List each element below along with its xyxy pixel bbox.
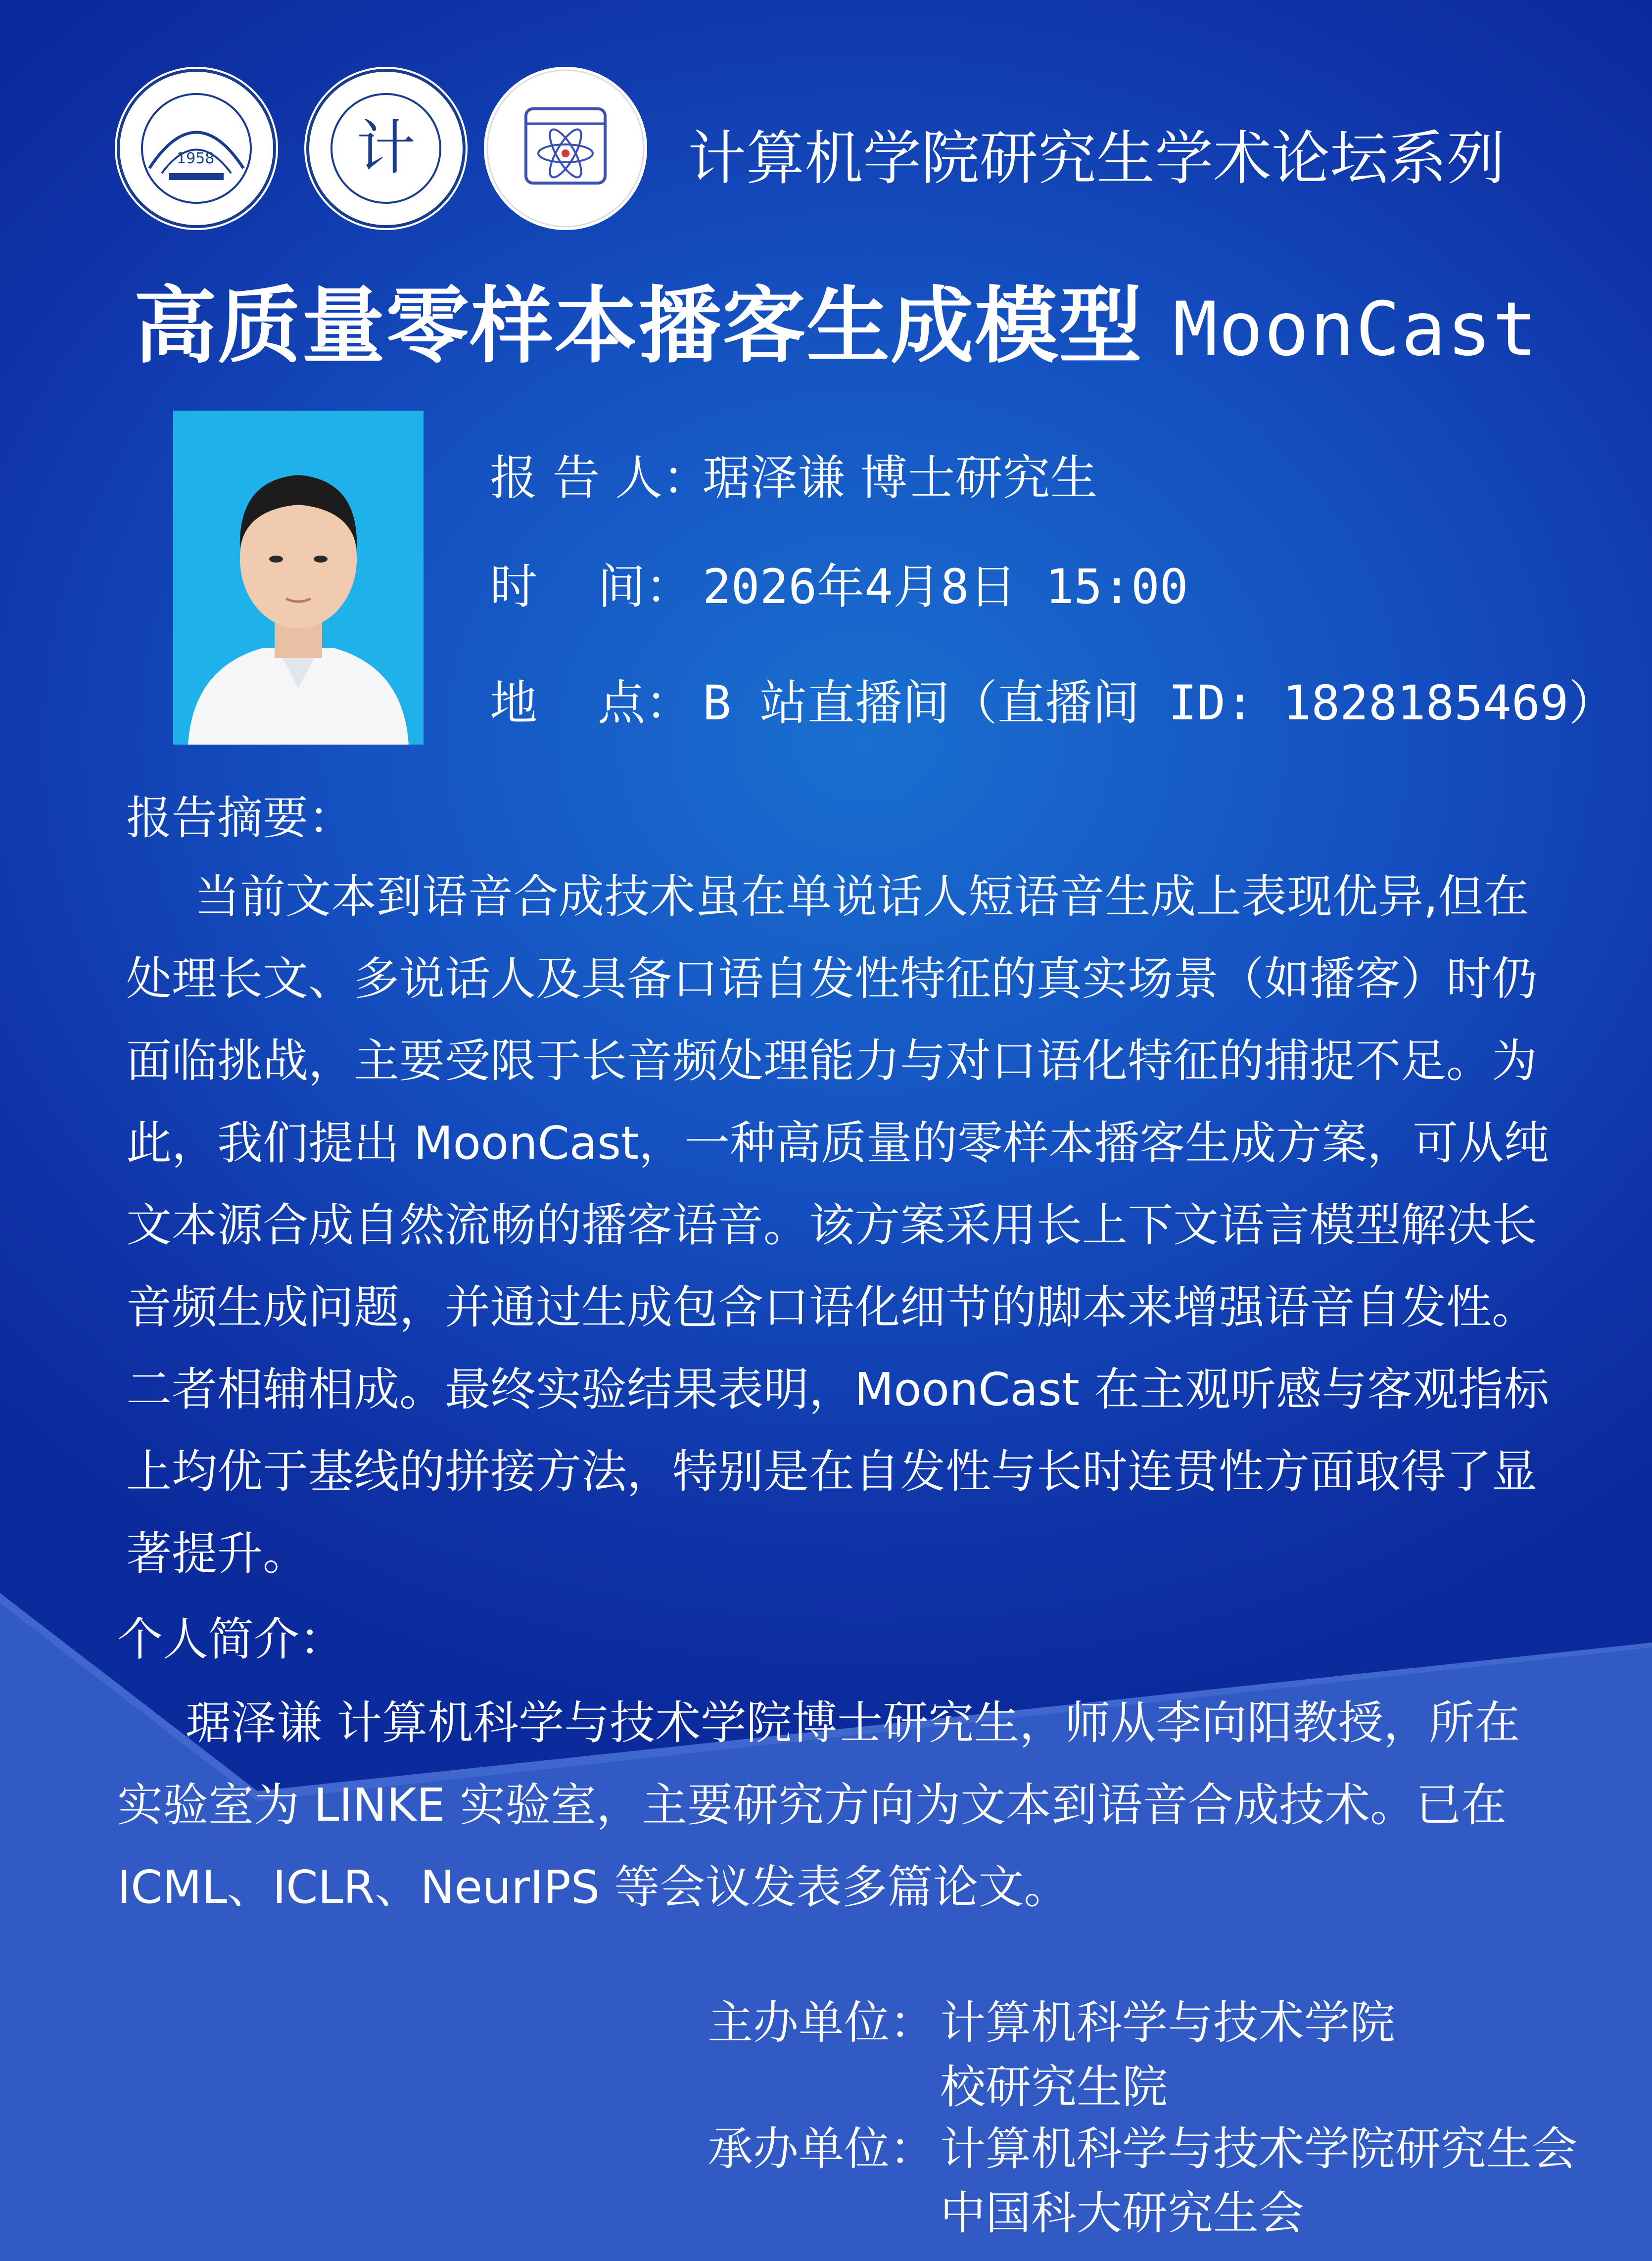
abstract-text [126,856,1561,1595]
speaker-value: 琚泽谦 博士研究生 [703,450,1098,506]
time-value: 2026年4月8日 15:00 [703,559,1188,614]
cs-school-logo [304,67,468,230]
abstract-paragraph: 当前文本到语音合成技术虽在单说话人短语音生成上表现优异,但在处理长文、多说话人及具备口语自发性特征的真实场景（如播客）时仍面临挑战，主要受限于长音频处理能力与对口语化特征的捕捉不足。为此，我们提出 MoonCast，一种高质量的零样本播客生成方案，可从纯文本源合成自然流畅的播客语音。该方案采用长上下文语言模型解决长音频生成问题，并通过生成包含口语化细节的脚本来增强语音自发性。二者相辅相成。最终实验结果表明，MoonCast 在主观听感与客观指标上均优于基线的拼接方法，特别是在自发性与长时连贯性方面取得了显著提升。 [126,870,1550,1580]
host-2: 校研究生院 [940,2061,1168,2114]
organizer-label: 承办单位： [708,2122,936,2175]
series-title: 计算机学院研究生学术论坛系列 [688,124,1506,192]
organizer-1: 计算机科学与技术学院研究生会 [940,2122,1578,2175]
talk-title-zh: 高质量零样本播客生成模型 [134,278,1143,375]
host-label: 主办单位： [708,1996,936,2049]
place-label: 地 点： [490,675,693,731]
speaker-photo [173,411,424,745]
ustc-year: 1958 [177,150,215,167]
cs-logo-char: 计 [356,114,416,183]
talk-title [134,260,1538,379]
time-label: 时 间： [490,559,693,614]
talk-title-en: MoonCast [1173,286,1538,373]
abstract-heading: 报告摘要： [126,792,354,845]
speaker-row [490,440,1098,508]
place-value: B 站直播间（直播间 ID: 1828185469） [703,675,1616,731]
speaker-label: 报 告 人： [490,450,710,506]
time-row [490,549,1188,617]
bio-paragraph: 琚泽谦 计算机科学与技术学院博士研究生，师从李向阳教授，所在实验室为 LINKE 实验室，主要研究方向为文本到语音合成技术。已在 ICML、ICLR、NeurIPS 等会议发表多篇论文。 [117,1696,1520,1914]
graduate-forum-logo [484,67,647,230]
bio-text [117,1682,1552,1929]
place-row [490,665,1616,733]
ustc-school-logo [115,67,278,230]
host-1: 计算机科学与技术学院 [940,1996,1396,2049]
bio-heading: 个人简介： [117,1613,345,1666]
organizer-2: 中国科大研究生会 [940,2187,1305,2240]
